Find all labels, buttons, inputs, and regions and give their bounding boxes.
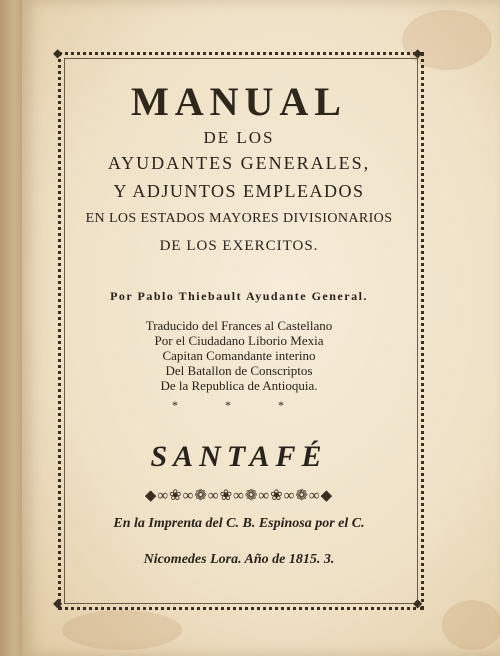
title-main: MANUAL	[131, 79, 347, 124]
paper-stain	[442, 600, 500, 650]
author-line: Por Pablo Thiebault Ayudante General.	[110, 289, 368, 303]
title-line-4: Y ADJUNTOS EMPLEADOS	[113, 181, 365, 201]
asterisk-separator: * * *	[172, 398, 306, 412]
ornament-rule: ◆∞❀∞❁∞❀∞❁∞❀∞❁∞◆	[144, 488, 334, 504]
translator-line: Del Batallon de Conscriptos	[165, 363, 313, 378]
title-line-6: DE LOS EXERCITOS.	[159, 238, 319, 254]
translator-line: De la Republica de Antioquia.	[160, 378, 318, 393]
translator-line: Capitan Comandante interino	[162, 348, 316, 363]
frame-corner-icon: ◆	[413, 46, 423, 60]
title-line-5: EN LOS ESTADOS MAYORES DIVISIONARIOS	[85, 211, 393, 226]
frame-corner-icon: ◆	[53, 46, 63, 60]
title-line-3: AYUDANTES GENERALES,	[107, 153, 371, 173]
translator-block	[78, 318, 400, 393]
frame-corner-icon: ◆	[413, 596, 423, 610]
translator-line: Traducido del Frances al Castellano	[145, 318, 333, 333]
imprint-line-2: Nicomedes Lora. Año de 1815. 3.	[143, 552, 335, 567]
paper-stain	[62, 610, 182, 650]
place-of-printing: SANTAFÉ	[150, 440, 328, 473]
translator-line: Por el Ciudadano Liborio Mexia	[154, 333, 324, 348]
book-spine	[0, 0, 24, 656]
frame-corner-icon: ◆	[53, 596, 63, 610]
title-line-2: DE LOS	[203, 128, 275, 147]
imprint-line-1: En la Imprenta del C. B. Espinosa por el C.	[113, 516, 365, 531]
